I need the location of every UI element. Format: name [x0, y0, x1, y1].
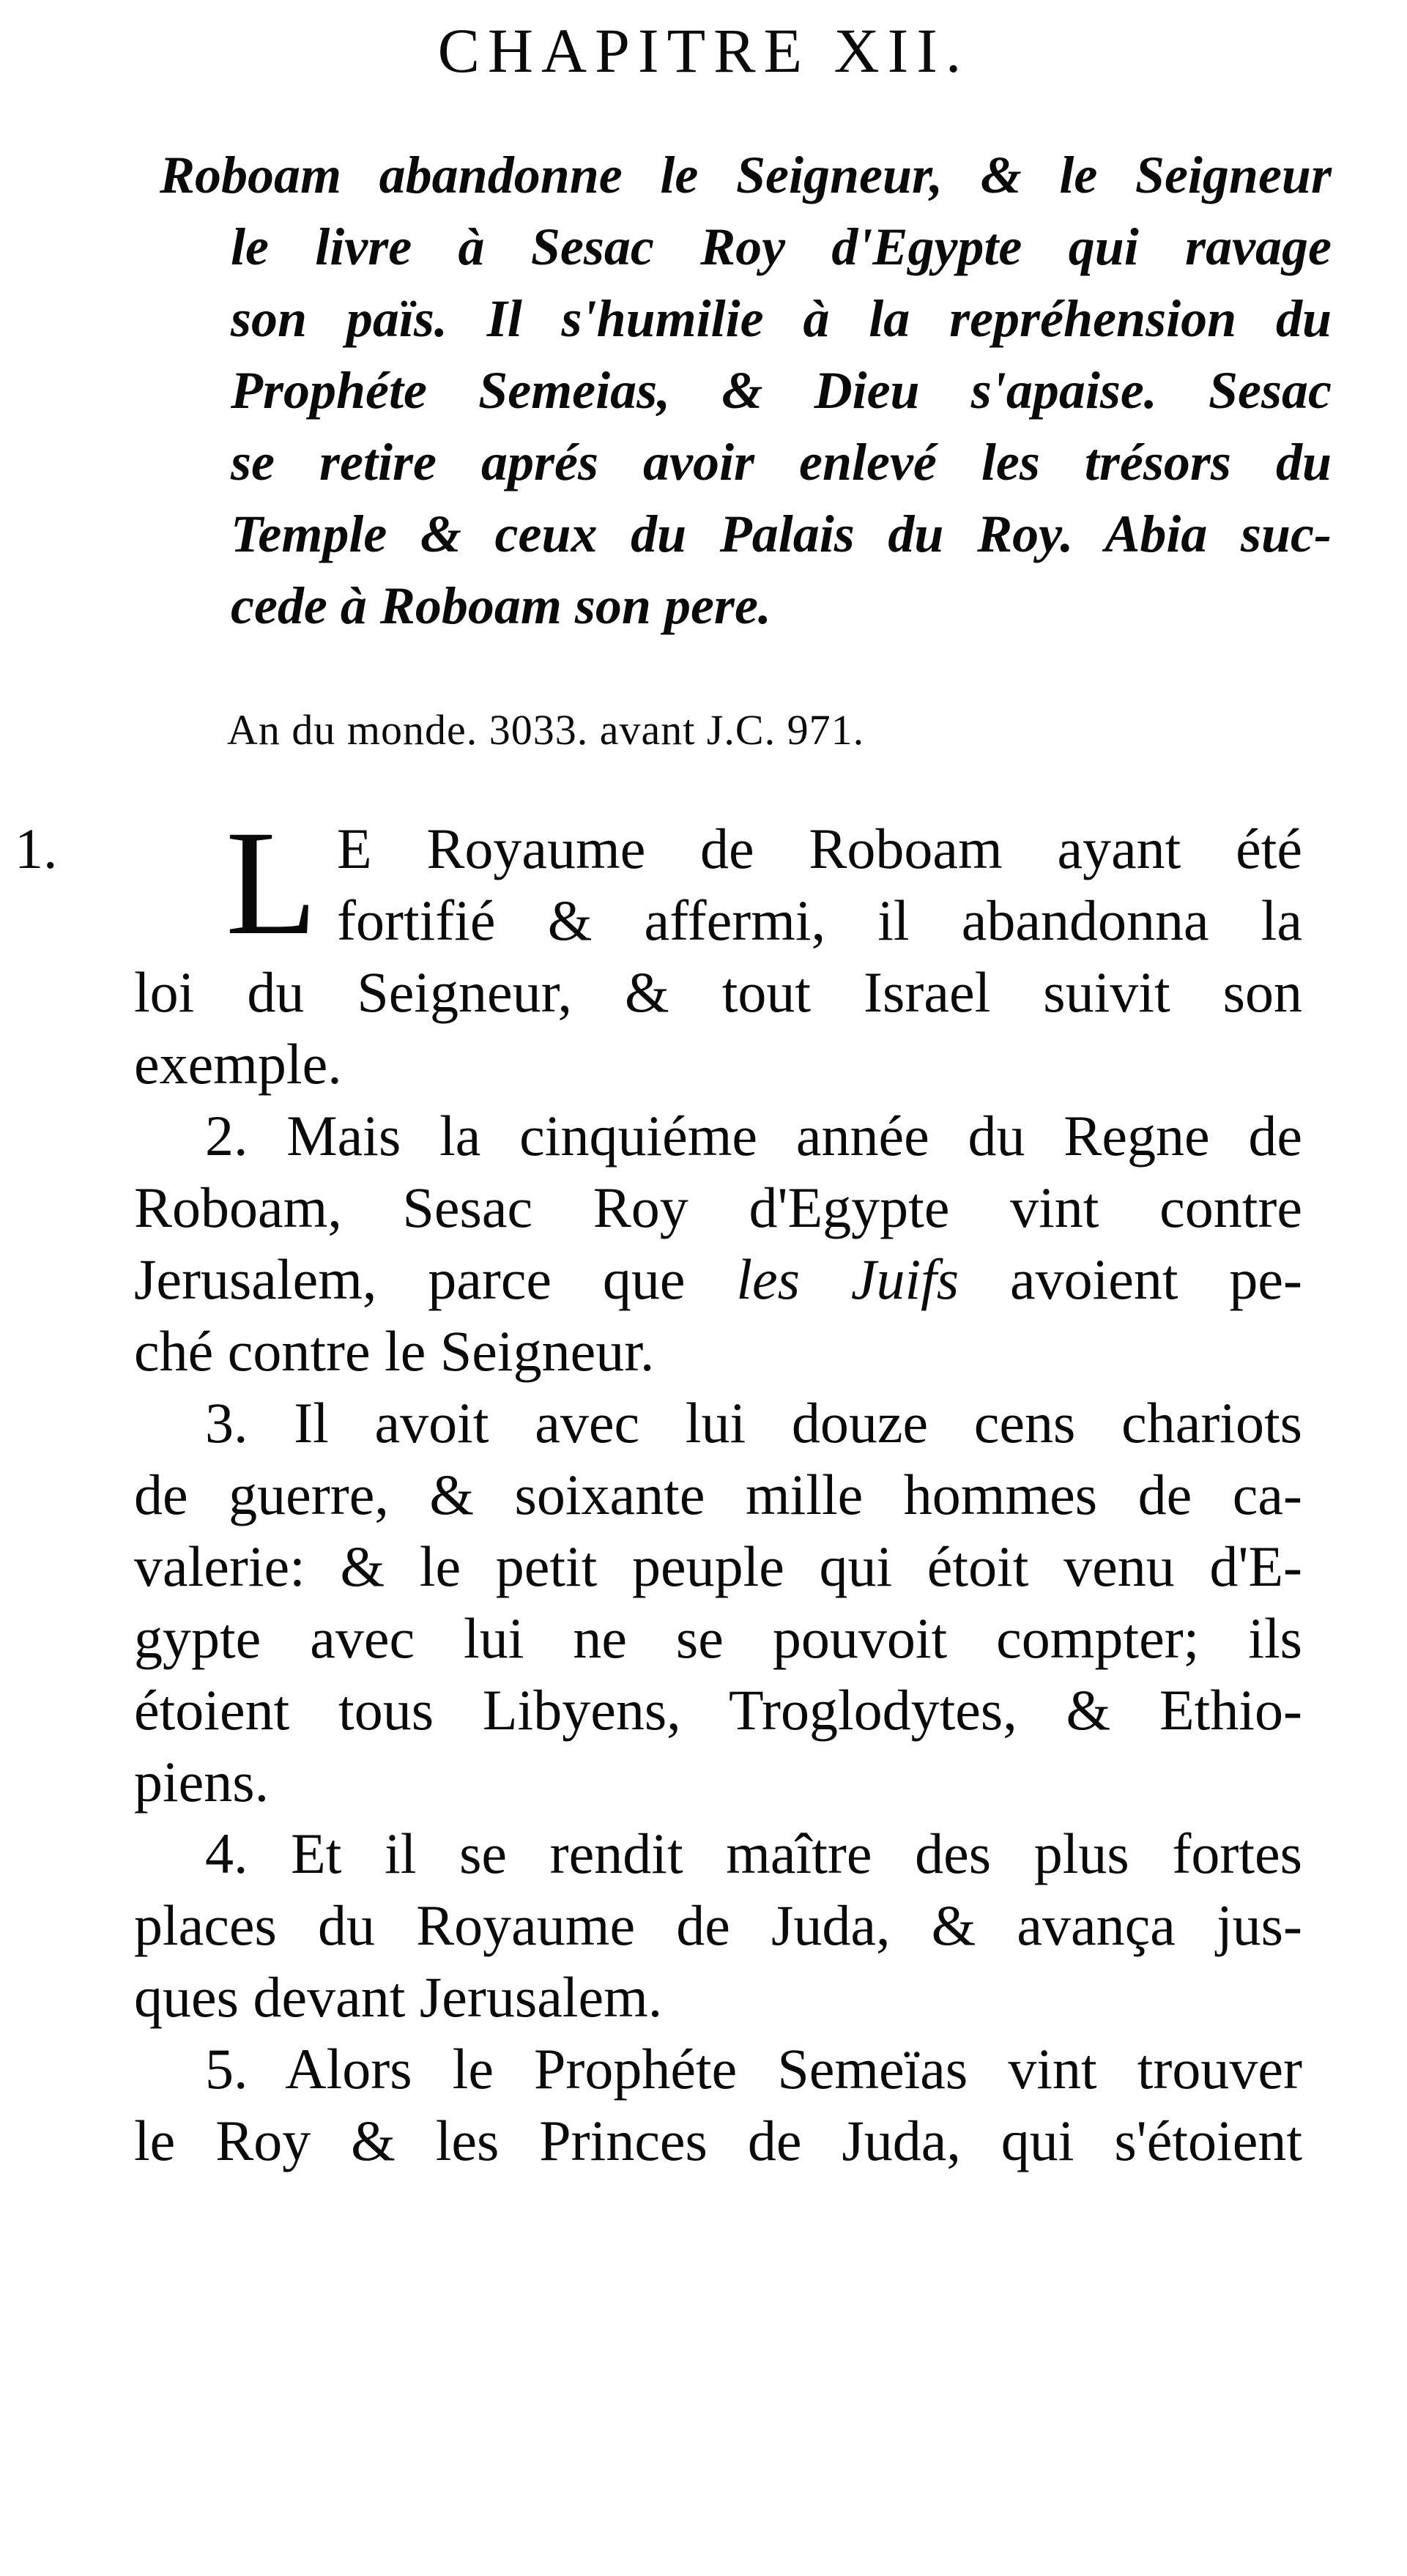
verse-line: fortifié & affermi, il abandonna la	[337, 888, 1302, 952]
verse-line: 5. Alors le Prophéte Semeïas vint trouver	[205, 2037, 1302, 2101]
verse-line: gypte avec lui ne se pouvoit compter; ils	[134, 1606, 1302, 1670]
chronology-date: An du monde. 3033. avant J.C. 971.	[227, 706, 865, 754]
verse-line: Roboam, Sesac Roy d'Egypte vint contre	[134, 1176, 1302, 1239]
summary-line: Roboam abandonne le Seigneur, & le Seigneur	[160, 146, 1332, 204]
verse-line: étoient tous Libyens, Troglodytes, & Ethio-	[134, 1678, 1302, 1742]
chapter-title: CHAPITRE XII.	[437, 15, 970, 86]
verse-line: ques devant Jerusalem.	[134, 1965, 663, 2029]
summary-line: Prophéte Semeias, & Dieu s'apaise. Sesac	[231, 361, 1332, 420]
drop-cap-letter: L	[226, 800, 318, 966]
verse-line: valerie: & le petit peuple qui étoit venu d'E-	[134, 1534, 1302, 1598]
verse-line: E Royaume de Roboam ayant été	[337, 817, 1302, 880]
summary-line: son païs. Il s'humilie à la repréhension du	[231, 289, 1332, 348]
verse-line: 2. Mais la cinquiéme année du Regne de	[205, 1104, 1302, 1168]
italic-term: les Juifs	[736, 1247, 959, 1311]
verse-line: piens.	[134, 1750, 270, 1814]
verse-number: 1.	[15, 817, 58, 880]
verse-line: 3. Il avoit avec lui douze cens chariots	[205, 1391, 1302, 1455]
verse-text: avoient pe-	[959, 1247, 1302, 1311]
verse-line: ché contre le Seigneur.	[134, 1319, 655, 1383]
chapter-summary	[160, 139, 1332, 642]
summary-line: le livre à Sesac Roy d'Egypte qui ravage	[231, 218, 1332, 276]
verse-line: de guerre, & soixante mille hommes de ca-	[134, 1463, 1302, 1526]
verse-line: exemple.	[134, 1032, 342, 1096]
summary-line: cede à Roboam son pere.	[231, 576, 771, 635]
verses-body	[134, 813, 1302, 2177]
verse-line: places du Royaume de Juda, & avança jus-	[134, 1893, 1302, 1957]
verse-line: loi du Seigneur, & tout Israel suivit son	[134, 960, 1302, 1024]
verse-text: Jerusalem, parce que	[134, 1247, 737, 1311]
summary-line: Temple & ceux du Palais du Roy. Abia suc-	[231, 505, 1332, 563]
verse-line: 4. Et il se rendit maître des plus fortes	[205, 1822, 1302, 1885]
summary-line: se retire aprés avoir enlevé les trésors du	[231, 433, 1332, 491]
verse-line-mixed	[134, 1244, 1302, 1315]
verse-line: le Roy & les Princes de Juda, qui s'étoient	[134, 2109, 1302, 2172]
